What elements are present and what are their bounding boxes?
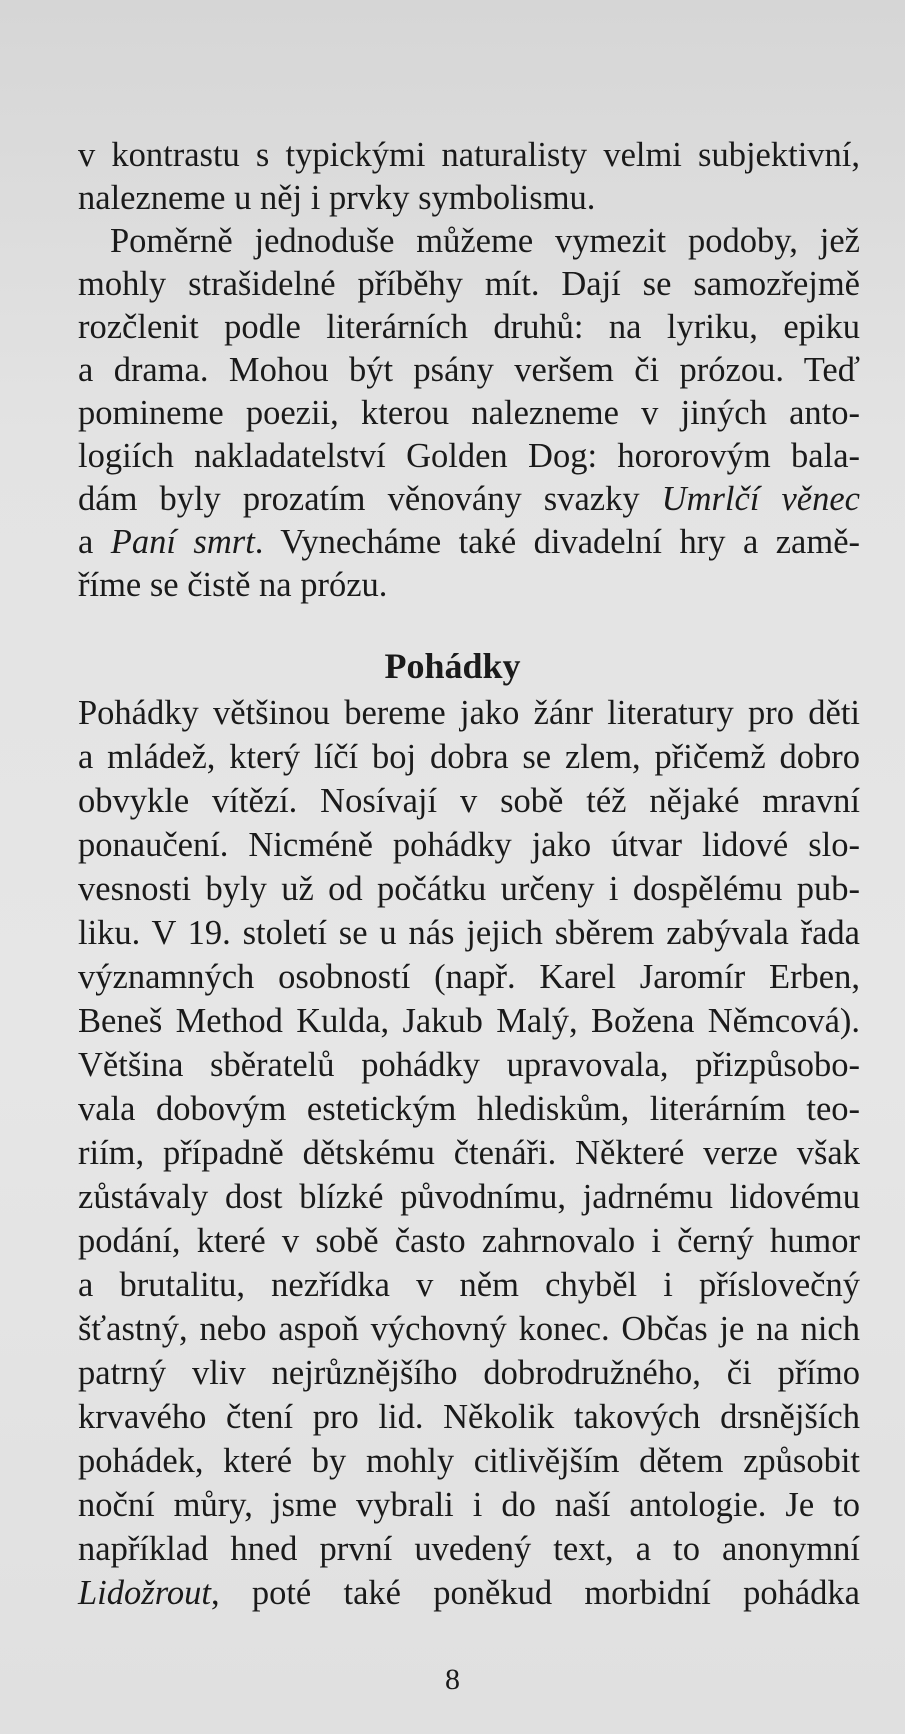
text-line: mohly strašidelné příběhy mít. Dají se samozřejmě [78,265,860,303]
text-line: riím, případně dětskému čtenáři. Některé verze však [78,1134,860,1172]
text-line: zůstávaly dost blízké původnímu, jadrnému lidovému [78,1178,860,1216]
book-title-pani-smrt: Paní smrt [110,523,255,561]
text-line-pani-before: a [78,523,111,561]
book-title-lidozrout: Lidožrout [78,1574,211,1612]
text-line-umrlci [78,478,860,522]
section-heading: Pohádky [384,646,521,686]
text-line: vala dobovým estetickým hlediskům, literárním teo- [78,1090,860,1128]
book-title-umrlci-venec: Umrlčí věnec [661,480,860,518]
text-line: v kontrastu s typickými naturalisty velmi subjektivní, [78,136,860,174]
text-line-lidozrout [78,1572,860,1616]
text-line: a mládež, který líčí boj dobra se zlem, přičemž dobro [78,738,860,776]
text-line: významných osobností (např. Karel Jaromír Erben, [78,958,860,996]
text-line-pani [78,521,860,565]
text-line: ponaučení. Nicméně pohádky jako útvar lidové slo- [78,826,860,864]
text-line: liku. V 19. století se u nás jejich sběrem zabývala řada [78,914,860,952]
text-line: pomineme poezii, kterou nalezneme v jiných anto- [78,394,860,432]
text-line-last-top: říme se čistě na prózu. [78,566,388,604]
text-line-lidozrout-after: , poté také poněkud morbidní pohádka [210,1574,860,1612]
text-line: Většina sběratelů pohádky upravovala, přizpůsobo- [78,1046,860,1084]
text-line: Poměrně jednoduše můžeme vymezit podoby, jež [110,222,860,260]
text-line: vesnosti byly už od počátku určeny i dospělému pub- [78,870,860,908]
text-line: a drama. Mohou být psány veršem či prózou. Teď [78,351,860,389]
text-line: noční můry, jsme vybrali i do naší antologie. Je to [78,1486,860,1524]
text-line: rozčlenit podle literárních druhů: na lyriku, epiku [78,308,860,346]
text-line: například hned první uvedený text, a to anonymní [78,1530,860,1568]
text-line: šťastný, nebo aspoň výchovný konec. Občas je na nich [78,1310,860,1348]
page-number: 8 [445,1663,460,1696]
text-line: krvavého čtení pro lid. Několik takových drsnějších [78,1398,860,1436]
text-line: a brutalitu, nezřídka v něm chyběl i příslovečný [78,1266,860,1304]
text-line: obvykle vítězí. Nosívají v sobě též nějaké mravní [78,782,860,820]
text-line: logiích nakladatelství Golden Dog: hororovým bala- [78,437,860,475]
text-line: podání, které v sobě často zahrnovalo i černý humor [78,1222,860,1260]
text-line: Pohádky většinou bereme jako žánr literatury pro děti [78,694,860,732]
text-line: patrný vliv nejrůznějšího dobrodružného, či přímo [78,1354,860,1392]
text-line: nalezneme u něj i prvky symbolismu. [78,179,596,217]
text-line-pani-after: . Vynecháme také divadelní hry a zamě- [254,523,860,561]
text-line: pohádek, které by mohly citlivějším dětem způsobit [78,1442,860,1480]
text-line-umrlci-before: dám byly prozatím věnovány svazky [78,480,662,518]
text-line: Beneš Method Kulda, Jakub Malý, Božena Němcová). [78,1002,860,1040]
